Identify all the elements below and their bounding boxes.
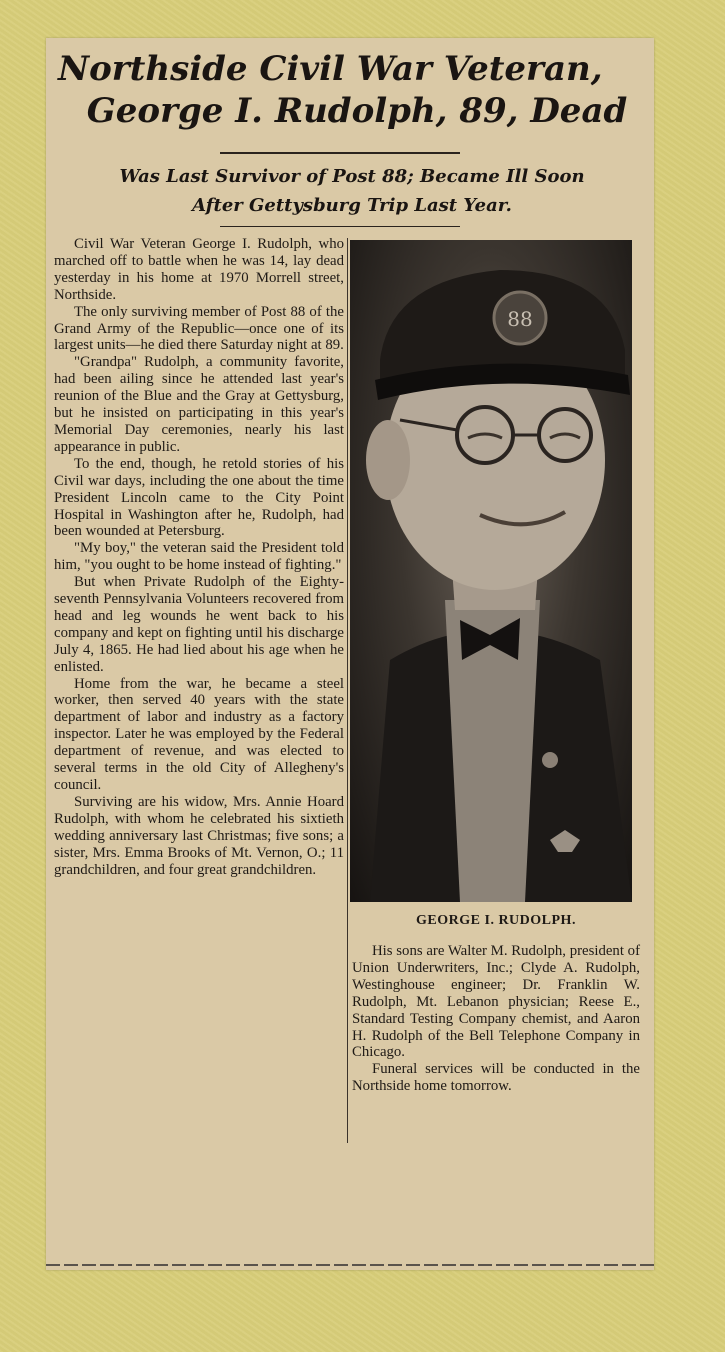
paragraph: Surviving are his widow, Mrs. Annie Hoard Rudolph, with whom he celebrated his sixtieth wedding anniversary last Christmas; five sons; a sister, Mrs. Emma Brooks of Mt. Vernon, O.; 11 grandchildren, and four great grandchildren. <box>54 793 344 878</box>
column-divider <box>347 238 348 1143</box>
subheadline-line-2: After Gettysburg Trip Last Year. <box>192 195 512 216</box>
photo-caption: GEORGE I. RUDOLPH. <box>416 913 576 928</box>
paragraph: Funeral services will be conducted in the Northside home tomorrow. <box>352 1061 640 1095</box>
paragraph: Civil War Veteran George I. Rudolph, who marched off to battle when he was 14, lay dead yesterday in his home at 1970 Morrell street, Northside. <box>54 236 344 303</box>
subheadline-rule <box>220 226 460 227</box>
bottom-torn-edge <box>46 1264 654 1266</box>
portrait-photo <box>350 240 632 902</box>
cap-badge-number: 88 <box>507 307 533 331</box>
article-right-column <box>352 943 640 1095</box>
paragraph: "Grandpa" Rudolph, a community favorite, had been ailing since he attended last year's reunion of the Blue and the Gray at Gettysburg, but he insisted on participating in this year's Memorial Day ceremonies, nearly his last appearance in public. <box>54 354 344 455</box>
paragraph: Home from the war, he became a steel worker, then served 40 years with the state department of labor and industry as a factory inspector. Later he was employed by the Federal department of revenue, and was elected to several terms in the old City of Allegheny's council. <box>54 675 344 793</box>
newspaper-clipping <box>46 38 654 1270</box>
headline-line-2: George I. Rudolph, 89, Dead <box>86 91 628 131</box>
headline-line-1: Northside Civil War Veteran, <box>58 49 603 89</box>
paragraph: But when Private Rudolph of the Eighty-seventh Pennsylvania Volunteers recovered from head and leg wounds he went back to his company and kept on fighting until his discharge July 4, 1865. He had lied about his age when he enlisted. <box>54 574 344 675</box>
paragraph: His sons are Walter M. Rudolph, president of Union Underwriters, Inc.; Clyde A. Rudolph, Westinghouse engineer; Dr. Franklin W. Rudolph, Mt. Lebanon physician; Reese E., Standard Testing Company chemist, and Aaron H. Rudolph of the Bell Telephone Company in Chicago. <box>352 943 640 1061</box>
article-left-column <box>54 236 344 878</box>
subheadline <box>54 162 650 220</box>
headline <box>54 48 644 132</box>
subheadline-line-1: Was Last Survivor of Post 88; Became Ill Soon <box>119 166 585 187</box>
paragraph: To the end, though, he retold stories of his Civil war days, including the one about the time President Lincoln came to the City Point Hospital in Washington after he, Rudolph, had been wounded at Petersburg. <box>54 455 344 540</box>
paragraph: "My boy," the veteran said the President told him, "you ought to be home instead of fighting." <box>54 540 344 574</box>
paragraph: The only surviving member of Post 88 of the Grand Army of the Republic—once one of its largest units—he died there Saturday night at 89. <box>54 303 344 354</box>
portrait-illustration <box>350 240 632 902</box>
headline-rule <box>220 152 460 154</box>
